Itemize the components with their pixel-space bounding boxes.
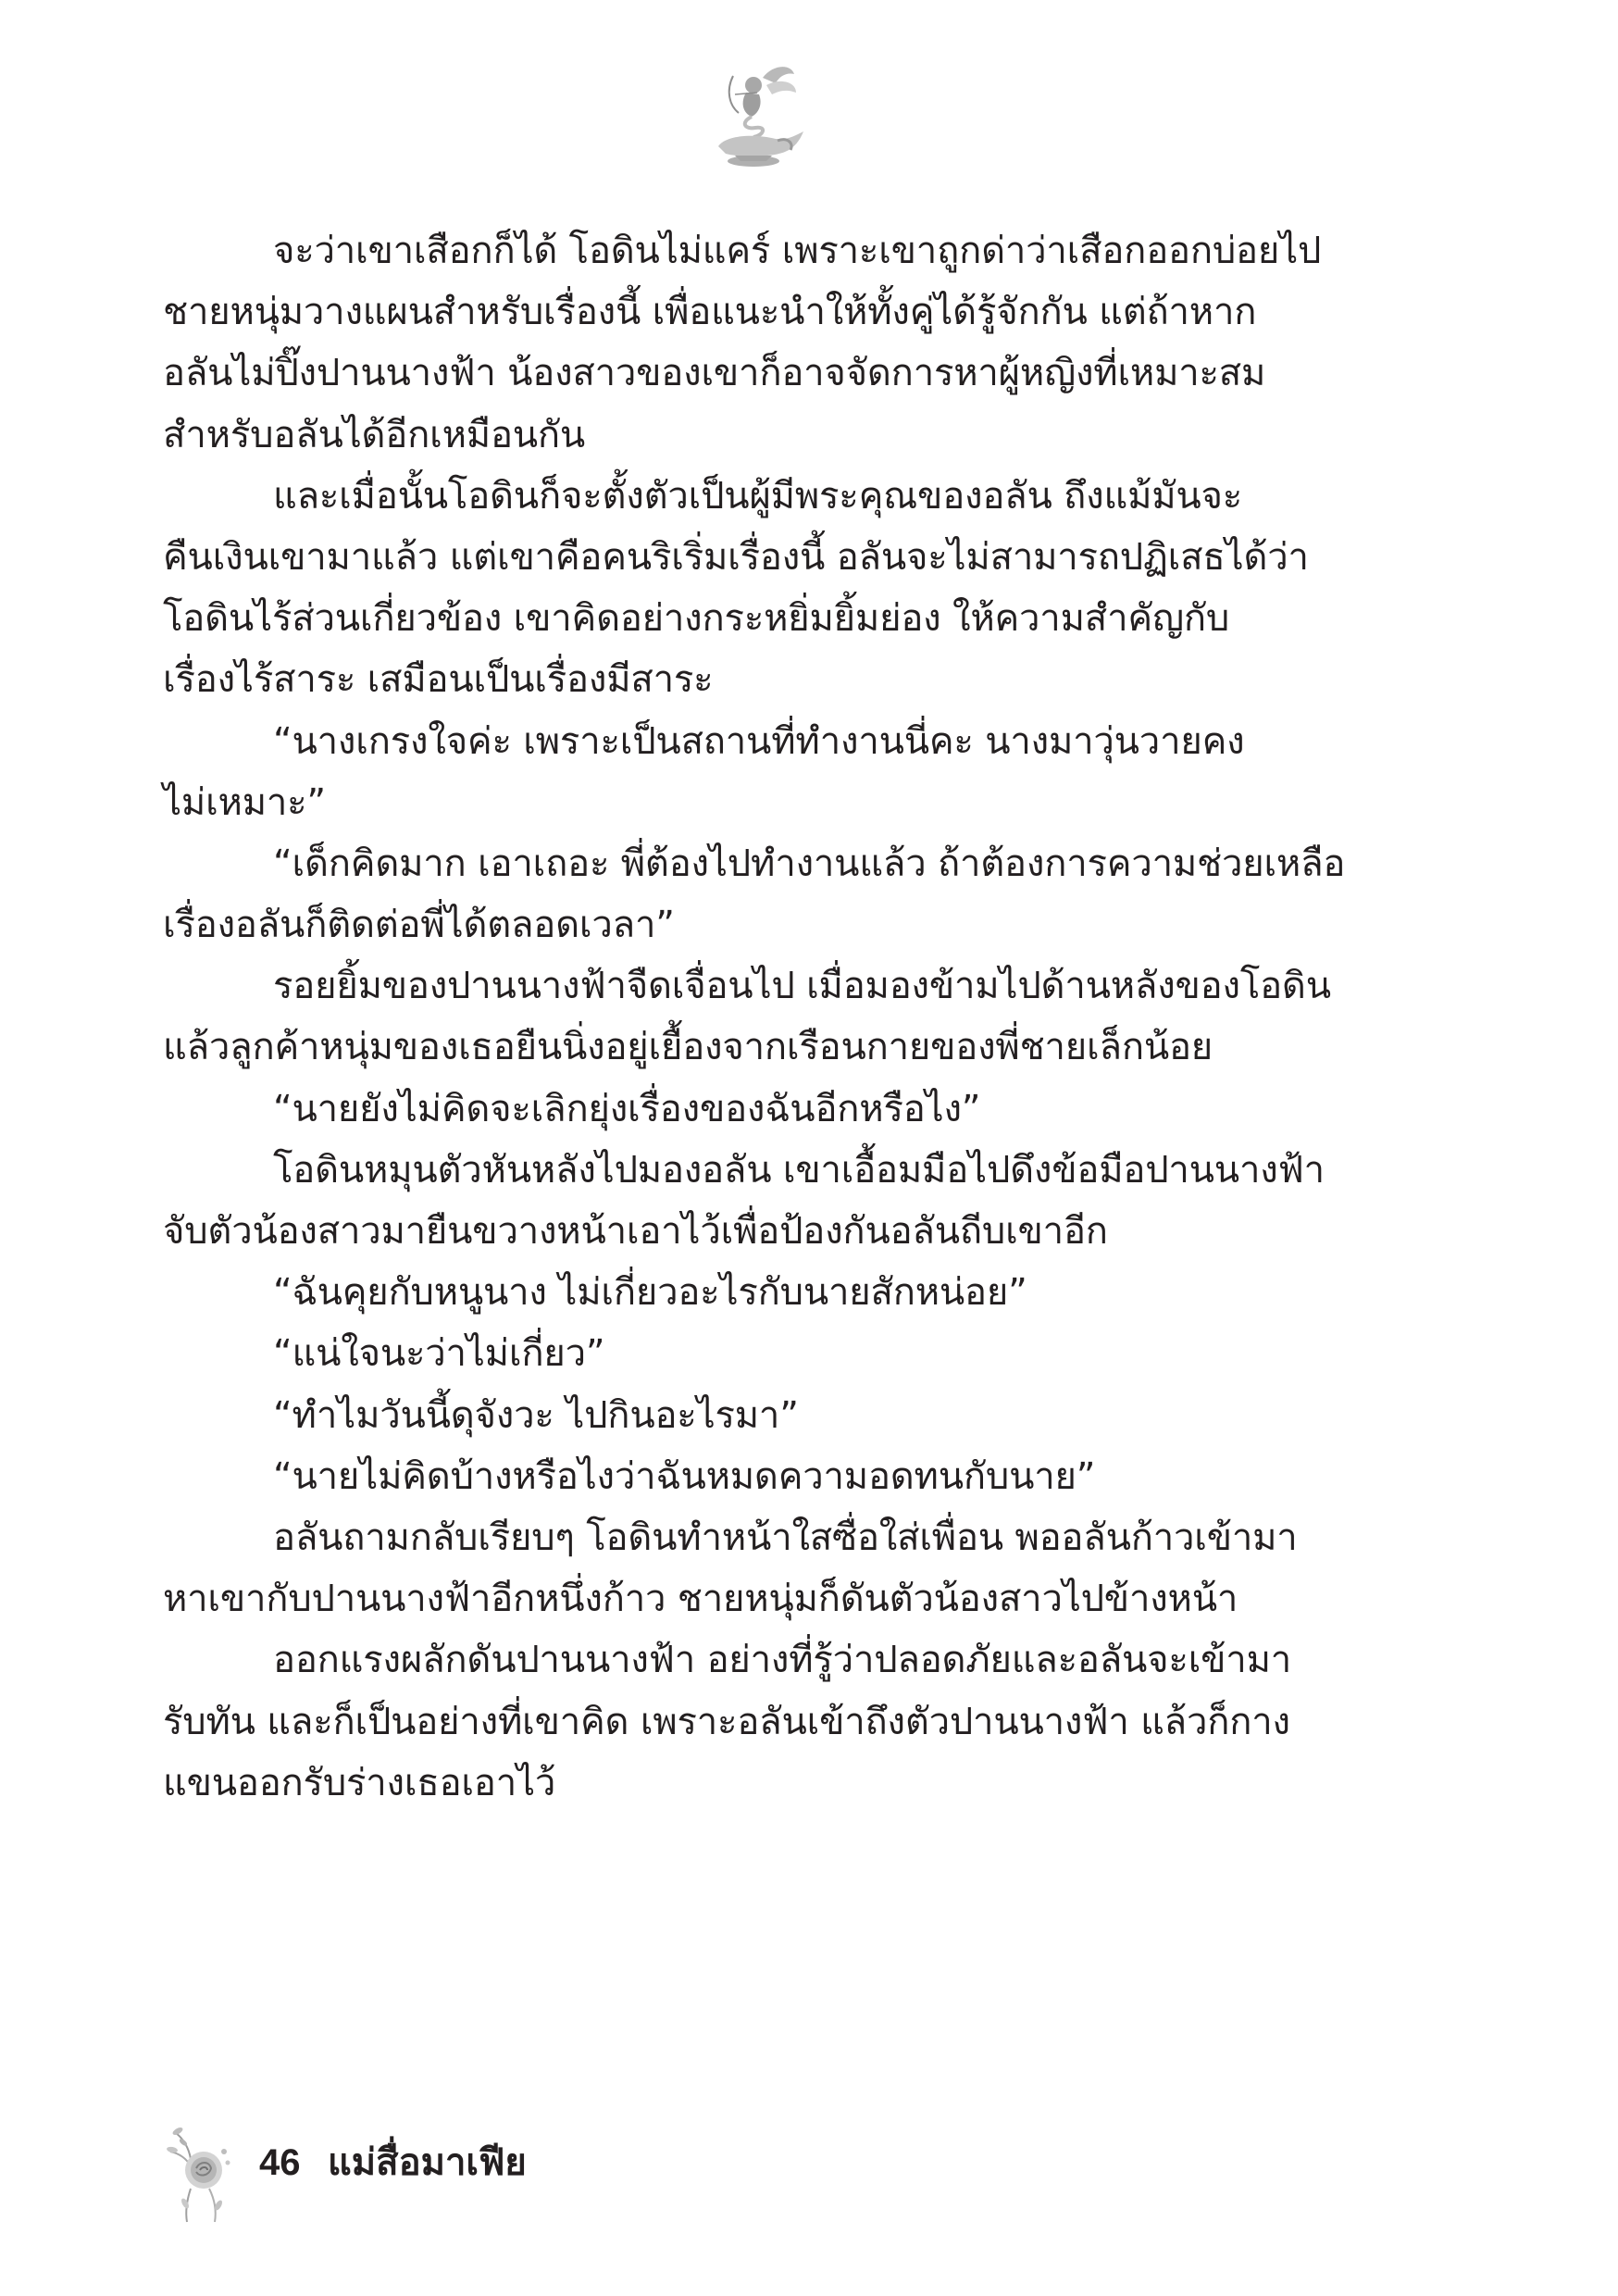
text-line: คืนเงินเขามาแล้ว แต่เขาคือคนริเริ่มเรื่องนี้ อลันจะไม่สามารถปฏิเสธได้ว่า: [163, 535, 1309, 579]
text-line: อลันไม่ปิ๊งปานนางฟ้า น้องสาวของเขาก็อาจจัดการหาผู้หญิงที่เหมาะสม: [163, 352, 1266, 395]
text-line: ออกแรงผลักดันปานนางฟ้า อย่างที่รู้ว่าปลอดภัยและอลันจะเข้ามา: [273, 1639, 1291, 1682]
page-number: 46: [259, 2142, 301, 2183]
body-text: [163, 220, 1357, 1814]
text-line: อลันถามกลับเรียบๆ โอดินทำหน้าใสซื่อใส่เพื่อน พออลันก้าวเข้ามา: [273, 1516, 1298, 1559]
book-title: แม่สื่อมาเฟีย: [328, 2141, 527, 2184]
text-line: “แน่ใจนะว่าไม่เกี่ยว”: [273, 1332, 605, 1376]
text-line: “นางเกรงใจค่ะ เพราะเป็นสถานที่ทำงานนี่คะ นางมาวุ่นวายคง: [273, 719, 1245, 763]
rose-ornament-icon: [163, 2115, 255, 2226]
text-line: และเมื่อนั้นโอดินก็จะตั้งตัวเป็นผู้มีพระคุณของอลัน ถึงแม้มันจะ: [273, 474, 1243, 518]
text-line: หาเขากับปานนางฟ้าอีกหนึ่งก้าว ชายหนุ่มก็ดันตัวน้องสาวไปข้างหน้า: [163, 1578, 1238, 1621]
text-line: “ทำไมวันนี้ดุจังวะ ไปกินอะไรมา”: [273, 1393, 799, 1437]
text-line: จะว่าเขาเสือกก็ได้ โอดินไม่แคร์ เพราะเขาถูกด่าว่าเสือกออกบ่อยไป: [273, 230, 1322, 272]
text-line: แขนออกรับร่างเธอเอาไว้: [163, 1761, 556, 1804]
page-footer: [163, 2115, 811, 2226]
text-line: “เด็กคิดมาก เอาเถอะ พี่ต้องไปทำงานแล้ว ถ้าต้องการความช่วยเหลือ: [273, 842, 1346, 885]
text-line: “ฉันคุยกับหนูนาง ไม่เกี่ยวอะไรกับนายสักหน่อย”: [273, 1271, 1027, 1315]
text-line: รอยยิ้มของปานนางฟ้าจืดเจื่อนไป เมื่อมองข้ามไปด้านหลังของโอดิน: [273, 965, 1331, 1008]
text-line: รับทัน และก็เป็นอย่างที่เขาคิด เพราะอลันเข้าถึงตัวปานนางฟ้า แล้วก็กาง: [163, 1700, 1290, 1743]
text-line: เรื่องอลันก็ติดต่อพี่ได้ตลอดเวลา”: [163, 904, 675, 947]
text-line: ชายหนุ่มวางแผนสำหรับเรื่องนี้ เพื่อแนะนำให้ทั้งคู่ได้รู้จักกัน แต่ถ้าหาก: [163, 291, 1257, 334]
text-line: จับตัวน้องสาวมายืนขวางหน้าเอาไว้เพื่อป้องกันอลันถีบเขาอีก: [163, 1210, 1108, 1253]
text-line: แล้วลูกค้าหนุ่มของเธอยืนนิ่งอยู่เยื้องจากเรือนกายของพี่ชายเล็กน้อย: [163, 1026, 1214, 1069]
text-line: “นายยังไม่คิดจะเลิกยุ่งเรื่องของฉันอีกหรือไง”: [273, 1087, 981, 1130]
text-line: โอดินไร้ส่วนเกี่ยวข้อง เขาคิดอย่างกระหยิ่มยิ้มย่อง ให้ความสำคัญกับ: [163, 597, 1230, 641]
text-line: เรื่องไร้สาระ เสมือนเป็นเรื่องมีสาระ: [163, 658, 714, 702]
text-line: โอดินหมุนตัวหันหลังไปมองอลัน เขาเอื้อมมือไปดึงข้อมือปานนางฟ้า: [273, 1148, 1325, 1192]
text-line: “นายไม่คิดบ้างหรือไงว่าฉันหมดความอดทนกับนาย”: [273, 1454, 1096, 1498]
cupid-lamp-ornament-icon: [698, 57, 818, 178]
text-line: ไม่เหมาะ”: [163, 780, 326, 824]
text-line: สำหรับอลันได้อีกเหมือนกัน: [163, 413, 586, 456]
